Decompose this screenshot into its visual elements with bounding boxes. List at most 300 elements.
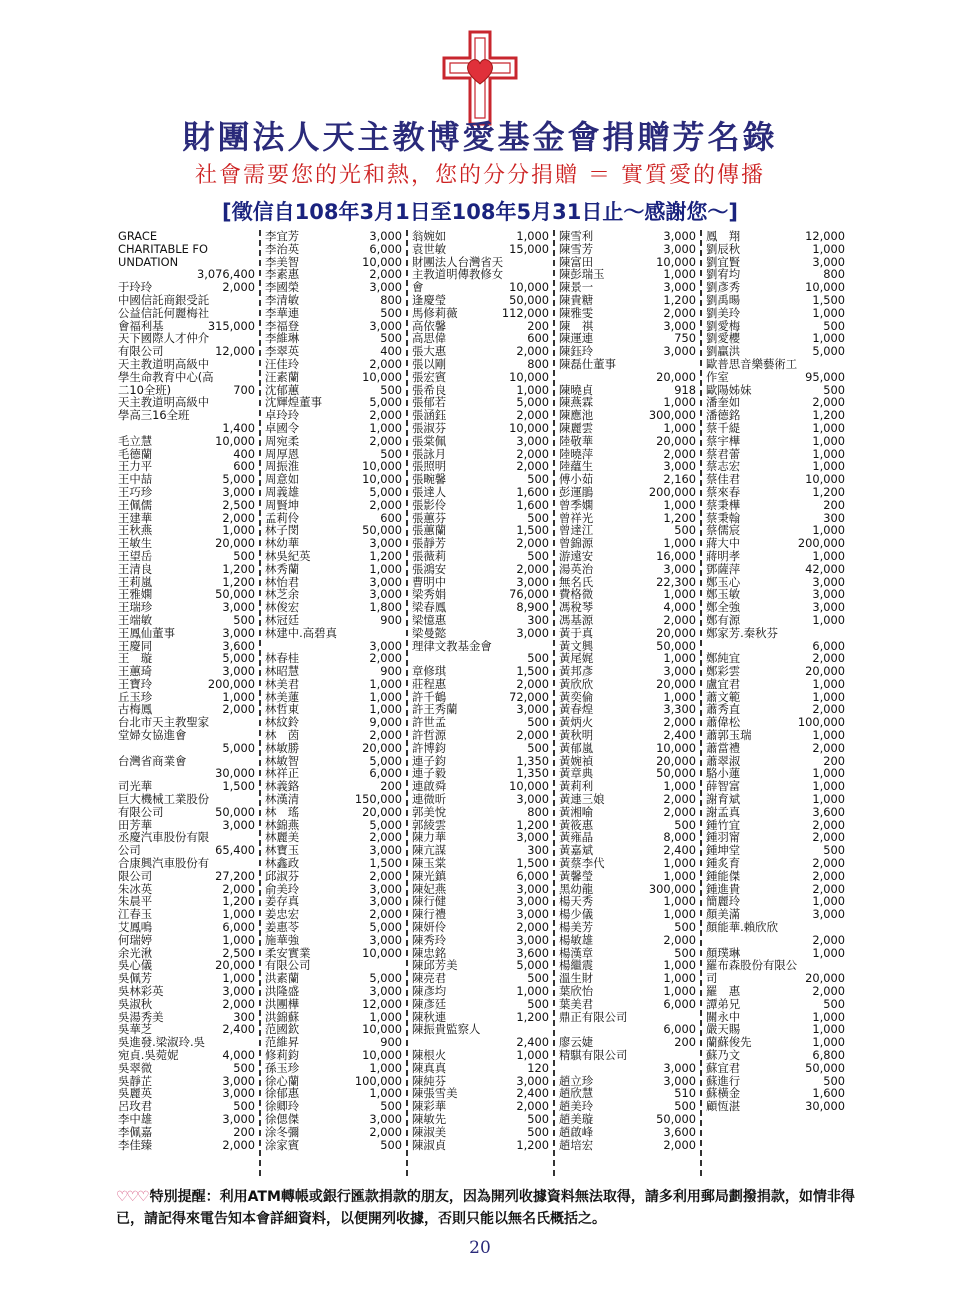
donor-name: 周義雄: [265, 484, 300, 499]
donor-list: [114, 230, 852, 1176]
donor-entry: [412, 998, 549, 1011]
donor-name: 黃筱惠: [559, 817, 594, 832]
donor-entry: [118, 998, 255, 1011]
donor-entry: [265, 627, 402, 640]
donor-column: [114, 230, 261, 1176]
donor-entry: [559, 486, 696, 499]
donor-entry: [412, 499, 549, 512]
donation-amount: 5,000: [369, 971, 402, 986]
donation-amount: 2,000: [812, 651, 845, 666]
donor-name: 張影伶: [412, 497, 447, 512]
donation-amount: 3,000: [222, 1086, 255, 1101]
donor-entry: [706, 806, 845, 819]
donation-amount: 1,200: [222, 894, 255, 909]
donor-entry: [265, 537, 402, 550]
donation-amount: 10,000: [656, 254, 696, 269]
donor-name: 林敏智: [265, 753, 300, 768]
donation-amount: 3,076,400: [197, 267, 255, 282]
donor-entry: [265, 1139, 402, 1152]
donor-name: 郭綾雲: [412, 817, 447, 832]
donation-amount: 20,000: [362, 740, 402, 755]
donor-name: 財團法人台灣省天: [412, 254, 504, 269]
donation-amount: 3,000: [369, 318, 402, 333]
donor-name: 陳貴糖: [559, 292, 594, 307]
donation-amount: 900: [380, 1035, 402, 1050]
donation-amount: 5,000: [222, 651, 255, 666]
donation-amount: 3,000: [812, 574, 845, 589]
donor-name: 天下國際人才仲介: [118, 331, 210, 346]
donor-name: 李翠英: [265, 344, 300, 359]
donor-name: 王巧珍: [118, 484, 153, 499]
donor-name: 王端敏: [118, 612, 153, 627]
donor-name: 陳運連: [559, 331, 594, 346]
donation-amount: 2,000: [663, 792, 696, 807]
donor-entry: [559, 230, 696, 243]
donation-amount: 42,000: [805, 561, 845, 576]
donation-amount: 3,000: [663, 1073, 696, 1088]
donor-name: 張郁若: [412, 395, 447, 410]
donation-amount: 500: [527, 651, 549, 666]
donor-entry: [706, 307, 845, 320]
donor-entry: [118, 1126, 255, 1139]
donor-entry: [118, 934, 255, 947]
donation-amount: 1,000: [516, 382, 549, 397]
donation-amount: 3,000: [663, 241, 696, 256]
donation-amount: 5,000: [516, 958, 549, 973]
donor-name: 王莉嵐: [118, 574, 153, 589]
donor-name: 陳燕霖: [559, 395, 594, 410]
donation-amount: 5,000: [369, 484, 402, 499]
donor-entry: [412, 985, 549, 998]
donor-name: 吳林彩英: [118, 984, 164, 999]
donation-amount: 1,200: [663, 510, 696, 525]
donation-amount: 5,000: [222, 472, 255, 487]
donor-name: 顏美滿: [706, 907, 741, 922]
donation-amount: 2,000: [663, 1137, 696, 1152]
donation-amount: 500: [823, 1073, 845, 1088]
donor-name: 合康興汽車股份有: [118, 856, 210, 871]
donation-amount: 500: [527, 1124, 549, 1139]
donation-amount: 5,000: [369, 753, 402, 768]
donor-name: 林俊宏: [265, 600, 300, 615]
donor-entry: [559, 601, 696, 614]
donation-amount: 3,000: [516, 1073, 549, 1088]
donor-name: 林錦燕: [265, 817, 300, 832]
donor-name: 林麗美: [265, 830, 300, 845]
donation-amount: 2,000: [369, 728, 402, 743]
donation-amount: 3,000: [516, 433, 549, 448]
donation-amount: 1,000: [663, 894, 696, 909]
donor-entry: [265, 934, 402, 947]
donor-name: 陳光鎮: [412, 868, 447, 883]
donor-entry: [559, 614, 696, 627]
donor-name: 蕭秀直: [706, 702, 741, 717]
donation-amount: 2,000: [222, 510, 255, 525]
donor-entry: [706, 665, 845, 678]
donor-name: 陳淑美: [412, 1124, 447, 1139]
donor-entry: [412, 678, 549, 691]
donor-name: 葉欣怡: [559, 984, 594, 999]
donation-amount: 1,000: [369, 1009, 402, 1024]
donation-amount: 400: [233, 446, 255, 461]
donation-amount: 3,000: [369, 638, 402, 653]
donor-column: [555, 230, 702, 1176]
donor-entry: [412, 742, 549, 755]
donor-entry: [412, 550, 549, 563]
donation-amount: 2,000: [812, 856, 845, 871]
donor-entry: [559, 806, 696, 819]
donor-name: 陳雅雯: [559, 305, 594, 320]
donor-name: 鍾坤堂: [706, 843, 741, 858]
donation-amount: 1,500: [516, 523, 549, 538]
donor-entry: [118, 1113, 255, 1126]
donor-name: 修莉鈞: [265, 1048, 300, 1062]
donor-name: 于玲玲: [118, 280, 153, 295]
donor-name: 朱晨平: [118, 894, 153, 909]
donor-entry: [706, 934, 845, 947]
donor-name: 彭運鵑: [559, 484, 594, 499]
donation-amount: 3,000: [222, 664, 255, 679]
donation-amount: 3,000: [369, 574, 402, 589]
donation-amount: 2,000: [369, 651, 402, 666]
donor-entry: [265, 243, 402, 256]
donation-amount: 2,000: [516, 446, 549, 461]
donor-name: 鄭彩雲: [706, 664, 741, 679]
donor-name: 蘇乃文: [706, 1048, 741, 1062]
donor-name: 陳純芬: [412, 1073, 447, 1088]
donor-entry: [559, 1139, 696, 1152]
donor-entry: [118, 678, 255, 691]
donor-name: 二10全班): [118, 382, 172, 397]
donor-name: 陳邱芳美: [412, 958, 458, 973]
donor-name: 吳淑秋: [118, 996, 153, 1011]
donation-amount: 2,000: [222, 1137, 255, 1152]
donor-entry: [118, 742, 255, 755]
donation-amount: 2,000: [663, 715, 696, 730]
donation-amount: 6,000: [369, 766, 402, 781]
donation-amount: 500: [823, 382, 845, 397]
donation-amount: 12,000: [805, 230, 845, 243]
donor-name: 林秀蘭: [265, 561, 300, 576]
donation-amount: 500: [233, 548, 255, 563]
donation-amount: 918: [674, 382, 696, 397]
donor-name: 黃尾娓: [559, 651, 594, 666]
donor-name: 黃章典: [559, 766, 594, 781]
slogan: 社會需要您的光和熱，您的分分捐贈 ＝ 實質愛的傳播: [195, 163, 765, 188]
donation-amount: 150,000: [354, 792, 402, 807]
donor-name: 張以剛: [412, 356, 447, 371]
donor-name: 鍾進貴: [706, 881, 741, 896]
donation-amount: 3,000: [369, 230, 402, 243]
donor-entry: [265, 499, 402, 512]
donation-amount: 1,000: [663, 779, 696, 794]
donation-amount: 1,350: [516, 766, 549, 781]
donation-amount: 12,000: [215, 344, 255, 359]
donor-name: 吳麗英: [118, 1086, 153, 1101]
donation-amount: 800: [527, 356, 549, 371]
donor-name: GRACE: [118, 230, 158, 243]
donation-amount: 3,000: [812, 600, 845, 615]
donation-amount: 2,000: [812, 881, 845, 896]
donation-amount: 1,000: [812, 446, 845, 461]
donor-name: 張棠佩: [412, 433, 447, 448]
donation-amount: 1,000: [369, 1086, 402, 1101]
donor-name: 陳淑貞: [412, 1137, 447, 1152]
donation-amount: 1,000: [812, 331, 845, 346]
donor-name: 楊敏雄: [559, 932, 594, 947]
donation-amount: 1,000: [369, 676, 402, 691]
donor-name: 黃炳火: [559, 715, 594, 730]
donor-name: 汪素蘭: [265, 369, 300, 384]
donor-name: 丘玉珍: [118, 689, 153, 704]
donor-name: 李福登: [265, 318, 300, 333]
donation-amount: 2,000: [663, 932, 696, 947]
donor-name: 陳曉貞: [559, 382, 594, 397]
donor-name: 丞慶汽車股份有限: [118, 830, 210, 845]
donor-name: 台北市天主教聖家: [118, 715, 210, 730]
donor-name: 李佳臻: [118, 1137, 153, 1152]
donor-name: 梁春鳳: [412, 600, 447, 615]
donation-amount: 1,800: [369, 600, 402, 615]
donation-amount: 5,000: [222, 740, 255, 755]
donation-amount: 50,000: [215, 804, 255, 819]
donor-name: 蔣大中: [706, 536, 741, 551]
donor-column: [702, 230, 849, 1176]
donor-name: 陳彭瑞玉: [559, 267, 605, 282]
donation-amount: 3,000: [369, 280, 402, 295]
notice: [116, 1186, 856, 1230]
donation-amount: 1,000: [812, 523, 845, 538]
donor-name: 黃秋明: [559, 728, 594, 743]
donor-name: 溫生財: [559, 971, 594, 986]
donor-name: 陸曉萍: [559, 446, 594, 461]
donor-entry: [706, 1049, 845, 1062]
donor-entry: [412, 537, 549, 550]
donor-name: 蔡君蕾: [706, 446, 741, 461]
donor-entry: [412, 614, 549, 627]
donor-name: 連啟舜: [412, 779, 447, 794]
donation-amount: 500: [233, 612, 255, 627]
donation-amount: 500: [233, 1099, 255, 1114]
donation-amount: 20,000: [656, 433, 696, 448]
donation-amount: 2,000: [222, 996, 255, 1011]
donor-entry: [559, 627, 696, 640]
donor-name: 羅 惠: [706, 984, 741, 999]
donor-name: 洪錦蘇: [265, 1009, 300, 1024]
donation-amount: 1,000: [812, 689, 845, 704]
donation-amount: 800: [823, 267, 845, 282]
donor-name: 陳行健: [412, 894, 447, 909]
donation-amount: 1,000: [812, 433, 845, 448]
donation-amount: 800: [527, 804, 549, 819]
donor-entry: [559, 358, 696, 371]
donor-name: 謝孟真: [706, 804, 741, 819]
donor-name: 張淑芬: [412, 420, 447, 435]
donation-amount: 3,600: [516, 945, 549, 960]
donation-amount: 200,000: [797, 536, 845, 551]
donor-name: 蔡千緹: [706, 420, 741, 435]
donation-amount: 50,000: [362, 523, 402, 538]
donation-amount: 6,000: [663, 1022, 696, 1037]
donor-name: 郭美悅: [412, 804, 447, 819]
donation-amount: 800: [380, 292, 402, 307]
donor-entry: [412, 486, 549, 499]
donor-name: 林敏勝: [265, 740, 300, 755]
donor-entry: [412, 793, 549, 806]
donation-amount: 10,000: [509, 779, 549, 794]
donor-name: 潘奎如: [706, 395, 741, 410]
period-banner: [徵信自108年3月1日至108年5月31日止～感謝您～]: [222, 200, 738, 224]
donation-amount: 510: [674, 1086, 696, 1101]
donation-amount: 500: [674, 945, 696, 960]
donor-name: 黃春煌: [559, 702, 594, 717]
donor-name: 周意如: [265, 472, 300, 487]
donor-entry: [559, 729, 696, 742]
donor-name: 張希良: [412, 382, 447, 397]
donor-name: 巨大機械工業股份: [118, 792, 210, 807]
donor-name: 蕭偉松: [706, 715, 741, 730]
donation-amount: 3,000: [222, 1111, 255, 1126]
donation-amount: 6,000: [663, 996, 696, 1011]
donor-name: 蔡志宏: [706, 459, 741, 474]
donor-name: 簡麗玲: [706, 894, 741, 909]
donor-name: 蘇進行: [706, 1073, 741, 1088]
donation-amount: 3,000: [222, 1073, 255, 1088]
donor-name: 台灣省商業會: [118, 753, 187, 768]
donor-entry: [559, 294, 696, 307]
donation-amount: 3,000: [369, 894, 402, 909]
donor-entry: [559, 793, 696, 806]
donor-name: 莊程惠: [412, 676, 447, 691]
donor-name: 陳應池: [559, 408, 594, 423]
donation-amount: 500: [527, 740, 549, 755]
donor-name: 卓玲玲: [265, 408, 300, 423]
donor-name: 田芳華: [118, 817, 153, 832]
donation-amount: 1,500: [516, 664, 549, 679]
donation-amount: 2,000: [369, 868, 402, 883]
donor-entry: [412, 563, 549, 576]
donation-amount: 1,000: [369, 702, 402, 717]
donation-amount: 3,000: [663, 318, 696, 333]
donor-name: 黃馨瑩: [559, 868, 594, 883]
donor-name: 黃莉利: [559, 779, 594, 794]
donor-entry: [412, 1139, 549, 1152]
donor-entry: [706, 435, 845, 448]
donation-amount: 10,000: [362, 459, 402, 474]
donor-name: 林 瑤: [265, 804, 300, 819]
donation-amount: 2,000: [516, 459, 549, 474]
donor-entry: [412, 243, 549, 256]
donation-amount: 2,000: [812, 868, 845, 883]
donor-name: 林祥正: [265, 766, 300, 781]
donor-entry: [559, 934, 696, 947]
donation-amount: 2,000: [516, 561, 549, 576]
donation-amount: 3,000: [369, 881, 402, 896]
donation-amount: 1,000: [812, 766, 845, 781]
donor-entry: [412, 294, 549, 307]
donor-column: [261, 230, 408, 1176]
donation-amount: 1,600: [812, 1086, 845, 1101]
donation-amount: 50,000: [805, 1060, 845, 1075]
donor-name: 沈郁蕙: [265, 382, 300, 397]
donor-name: 曹明中: [412, 574, 447, 589]
donation-amount: 3,000: [516, 574, 549, 589]
donor-name: 蕭翠淑: [706, 753, 741, 768]
donation-amount: 600: [233, 459, 255, 474]
donor-name: 張蕙蘭: [412, 523, 447, 538]
donor-name: 陳玉棠: [412, 856, 447, 871]
donor-entry: [412, 358, 549, 371]
donation-amount: 120: [527, 1060, 549, 1075]
donation-amount: 1,400: [222, 420, 255, 435]
donation-amount: 500: [527, 548, 549, 563]
donor-name: 蕭文範: [706, 689, 741, 704]
donation-amount: 300: [527, 612, 549, 627]
donor-name: 孟莉伶: [265, 510, 300, 525]
donor-name: 趙欣慧: [559, 1086, 594, 1101]
donor-name: 宛貞.吳菀妮: [118, 1048, 179, 1062]
donation-amount: 2,400: [516, 1035, 549, 1050]
donation-amount: 3,000: [222, 600, 255, 615]
donor-name: 黃蔡李代: [559, 856, 605, 871]
donor-name: 趙美璇: [559, 1111, 594, 1126]
donation-amount: 3,000: [663, 459, 696, 474]
donation-amount: 1,000: [663, 689, 696, 704]
donor-name: 林建中.高碧真: [265, 625, 337, 640]
donation-amount: 1,000: [369, 420, 402, 435]
donor-entry: [265, 435, 402, 448]
donation-amount: 2,400: [663, 728, 696, 743]
donor-name: 徐偲傑: [265, 1111, 300, 1126]
donation-amount: 10,000: [509, 280, 549, 295]
donation-amount: 2,000: [369, 497, 402, 512]
donation-amount: 8,000: [663, 830, 696, 845]
donation-amount: 3,000: [812, 254, 845, 269]
donor-entry: [412, 934, 549, 947]
donation-amount: 400: [380, 344, 402, 359]
donor-name: 黃雍晶: [559, 830, 594, 845]
donor-name: 鄭純宜: [706, 651, 741, 666]
donation-amount: 1,000: [812, 676, 845, 691]
donor-name: 范維昇: [265, 1035, 300, 1050]
donation-amount: 1,200: [812, 484, 845, 499]
donation-amount: 300,000: [648, 408, 696, 423]
donation-amount: 500: [380, 305, 402, 320]
donor-entry: [265, 998, 402, 1011]
donor-name: 陳雪芳: [559, 241, 594, 256]
donation-amount: 1,200: [516, 817, 549, 832]
donation-amount: 20,000: [656, 625, 696, 640]
donation-amount: 2,000: [663, 612, 696, 627]
donor-name: 陳敏先: [412, 1111, 447, 1126]
donor-entry: [412, 1126, 549, 1139]
donor-name: 劉愛梅: [706, 318, 741, 333]
donation-amount: 600: [380, 510, 402, 525]
donor-name: 陸敬華: [559, 433, 594, 448]
donation-amount: 900: [380, 612, 402, 627]
donor-name: 周宛柔: [265, 433, 300, 448]
donation-amount: 10,000: [362, 369, 402, 384]
donor-name: 陳雪利: [559, 230, 594, 243]
donor-name: 吳進發.梁淑玲.吳: [118, 1035, 205, 1050]
donor-entry: [706, 614, 845, 627]
donation-amount: 1,500: [812, 292, 845, 307]
donor-name: 徐郁惠: [265, 1086, 300, 1101]
donor-name: 羅布森股份有限公: [706, 958, 798, 973]
donation-amount: 20,000: [362, 804, 402, 819]
donor-entry: [412, 857, 549, 870]
donor-entry: [412, 870, 549, 883]
